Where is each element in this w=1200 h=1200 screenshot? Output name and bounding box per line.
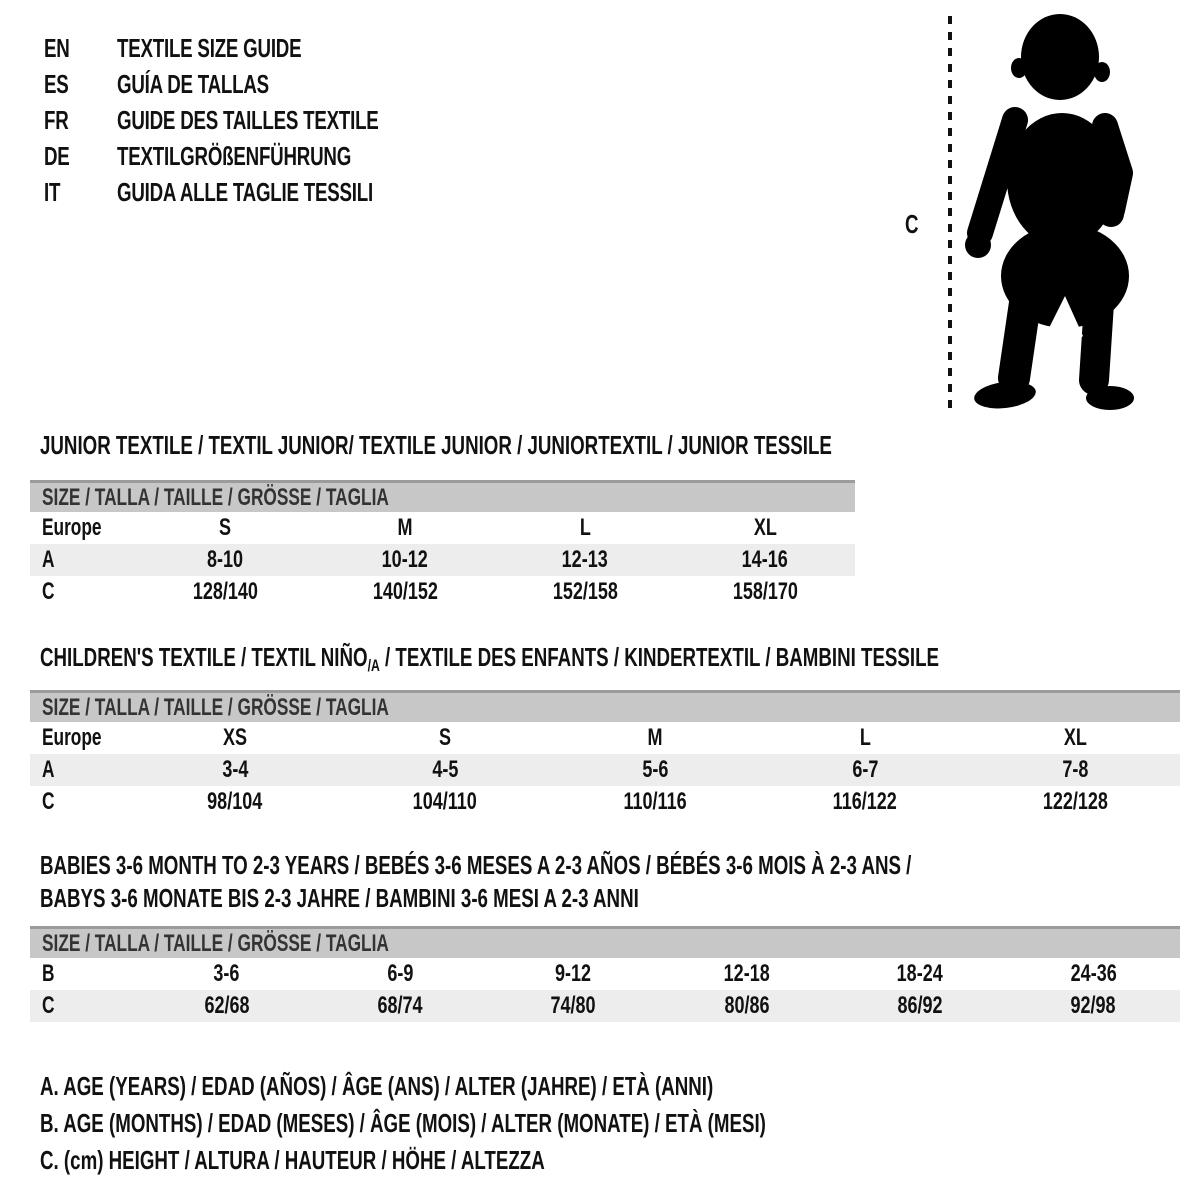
junior-section-title: JUNIOR TEXTILE / TEXTIL JUNIOR/ TEXTILE JUNIOR / JUNIORTEXTIL / JUNIOR TESSILE [40, 430, 832, 460]
guide-title: GUIDE DES TAILLES TEXTILE [117, 104, 379, 135]
language-code: FR [44, 104, 69, 135]
language-row-fr [44, 102, 480, 138]
guide-title: GUÍA DE TALLAS [117, 68, 269, 99]
language-code: DE [44, 140, 70, 171]
language-code: IT [44, 176, 61, 207]
height-label-c: C [905, 209, 919, 239]
table-row: A 3-4 4-5 5-6 6-7 7-8 [30, 754, 1180, 786]
footnote-c: C. (cm) HEIGHT / ALTURA / HAUTEUR / HÖHE / ALTEZZA [40, 1145, 545, 1175]
footnote-b: B. AGE (MONTHS) / EDAD (MESES) / ÂGE (MOIS) / ALTER (MONATE) / ETÀ (MESI) [40, 1108, 766, 1138]
size-header-label: SIZE / TALLA / TAILLE / GRÖSSE / TAGLIA [42, 483, 389, 511]
language-code: EN [44, 32, 70, 63]
table-header-row [30, 692, 1180, 723]
size-header-label: SIZE / TALLA / TAILLE / GRÖSSE / TAGLIA [42, 929, 389, 957]
height-figure [898, 8, 1145, 416]
footnote-a: A. AGE (YEARS) / EDAD (AÑOS) / ÂGE (ANS) / ALTER (JAHRE) / ETÀ (ANNI) [40, 1071, 714, 1101]
table-row: Europe S M L XL [42, 514, 777, 541]
language-row-it [44, 174, 480, 210]
size-header-label: SIZE / TALLA / TAILLE / GRÖSSE / TAGLIA [42, 693, 389, 721]
language-row-es [44, 66, 480, 102]
language-code: ES [44, 68, 69, 99]
table-row: C 98/104 104/110 110/116 116/122 122/128 [42, 788, 1108, 815]
table-row: B 3-6 6-9 9-12 12-18 18-24 24-36 [42, 960, 1117, 987]
guide-title: TEXTILE SIZE GUIDE [117, 32, 302, 63]
guide-title: TEXTILGRÖßENFÜHRUNG [117, 140, 352, 171]
table-header-row [30, 928, 1180, 959]
title-subscript: /A [367, 656, 380, 675]
guide-title: GUIDA ALLE TAGLIE TESSILI [117, 176, 373, 207]
baby-silhouette-icon [965, 14, 1134, 412]
babies-section-title: BABIES 3-6 MONTH TO 2-3 YEARS / BEBÉS 3-6 MESES A 2-3 AÑOS / BÉBÉS 3-6 MOIS À 2-3 ANS / BABYS 3-6 MONATE BIS 2-3 JAHRE / BAMBINI 3-6 MESI A 2-3 ANNI [40, 850, 912, 913]
table-row: A 8-10 10-12 12-13 14-16 [30, 544, 855, 576]
children-size-table [30, 690, 1180, 818]
language-title-block [44, 30, 480, 210]
children-section-title: CHILDREN'S TEXTILE / TEXTIL $NIÑO_{/A}$ / TEXTILE DES ENFANTS / KINDERTEXTIL / BAMBINI TESSILE [40, 642, 940, 675]
table-row: Europe XS S M L XL [42, 724, 1087, 751]
language-row-en [44, 30, 480, 66]
table-header-row [30, 482, 855, 513]
babies-size-table [30, 926, 1180, 1022]
footnotes [40, 1068, 1048, 1179]
junior-size-table [30, 480, 855, 608]
language-row-de [44, 138, 480, 174]
table-row: C 128/140 140/152 152/158 158/170 [42, 578, 798, 605]
table-row: C 62/68 68/74 74/80 80/86 86/92 92/98 [30, 990, 1180, 1022]
